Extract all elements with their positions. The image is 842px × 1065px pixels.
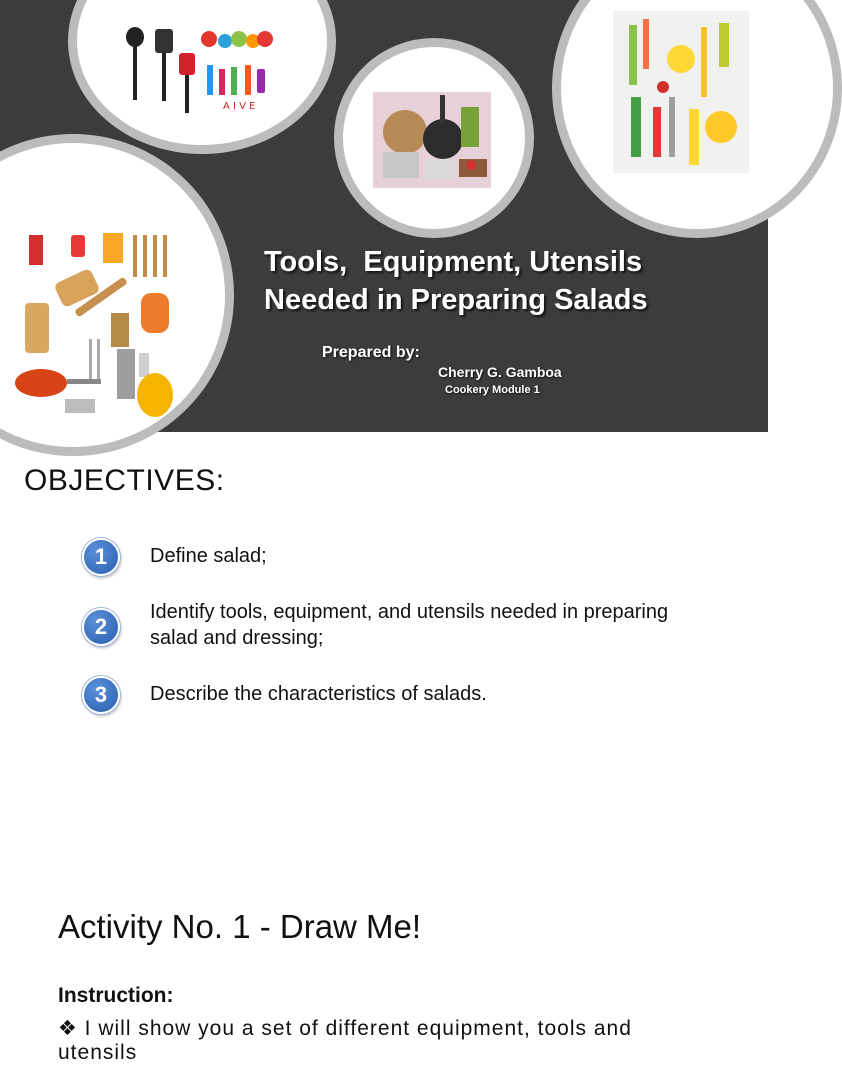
kitchen-tools-illustration [0, 143, 225, 447]
module-label: Cookery Module 1 [445, 384, 540, 396]
activity-heading: Activity No. 1 - Draw Me! [58, 908, 422, 945]
kitchen-tools-circle [0, 134, 234, 456]
objective-item [82, 676, 670, 714]
instruction-label: Instruction: [58, 984, 174, 1007]
presentation-title: Tools, Equipment, Utensils Needed in Preparing Salads [264, 246, 648, 316]
objective-number-badge: 2 [82, 608, 120, 646]
objective-text: Identify tools, equipment, and utensils needed in preparing salad and dressing; [150, 601, 669, 649]
objective-item [82, 601, 670, 651]
objectives-heading: OBJECTIVES: [24, 464, 225, 497]
author-name: Cherry G. Gamboa [438, 364, 562, 380]
salad-tools-photo-circle [552, 0, 842, 238]
utensils-photo-circle [68, 0, 336, 154]
cookware-photo [343, 47, 525, 229]
objective-text: Describe the characteristics of salads. [150, 683, 487, 705]
objective-number-badge: 1 [82, 538, 120, 576]
utensils-photo [77, 0, 327, 147]
objective-text: Define salad; [150, 545, 267, 567]
objective-item [82, 538, 670, 576]
instruction-text-partial: ❖ I will show you a set of different equipment, tools and utensils [58, 1017, 632, 1064]
cookware-photo-circle [334, 38, 534, 238]
objective-number-badge: 3 [82, 676, 120, 714]
svg-text:A I V E: A I V E [223, 101, 256, 112]
title-slide [0, 0, 768, 432]
salad-tools-photo [561, 0, 833, 229]
prepared-by-label: Prepared by: [322, 344, 420, 361]
